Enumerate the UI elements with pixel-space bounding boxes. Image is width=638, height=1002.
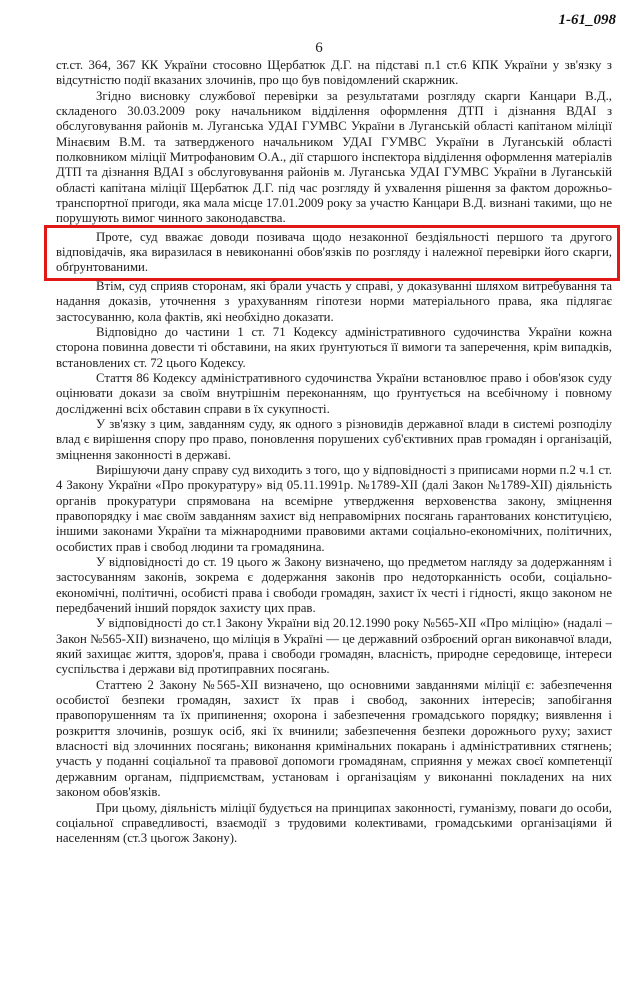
page-number: 6 (315, 40, 323, 56)
paragraph-9: У відповідності до ст. 19 цього ж Закону визначено, що предметом нагляду за додержанням і застосуванням законів, зокрема є додержання законів про недоторканність особи, соціально-економічні, політичні, особисті права і свободи громадян, захист їх честі і гідності, якщо законом не передбачений інший порядок захисту цих прав. (56, 555, 612, 616)
paragraph-5: Відповідно до частини 1 ст. 71 Кодексу адміністративного судочинства України кожна сторона повинна довести ті обставини, на яких ґрунтуються її вимоги та заперечення, крім випадків, встановлених ст. 72 цього Кодексу. (56, 324, 612, 370)
paragraph-4: Втім, суд сприяв сторонам, які брали участь у справі, у доказуванні шляхом витребування та надання доказів, уточнення з урахуванням гіпотези норми матеріального права, яка підлягає застосуванню, кола фактів, які необхідно доказати. (56, 278, 612, 324)
paragraph-3-highlighted: Проте, суд вважає доводи позивача щодо незаконної бездіяльності першого та другого відповідачів, яка виразилася в невиконанні обов'язків по розгляду і належної перевірки його скарги, обґрунтованими. (56, 229, 612, 275)
highlight-box (44, 225, 620, 281)
document-id-stamp: 1-61_098 (558, 12, 616, 28)
paragraph-8: Вирішуючи дану справу суд виходить з того, що у відповідності з приписами норми п.2 ч.1 ст. 4 Закону України «Про прокуратуру» від 05.11.1991р. №1789-XII (далі Закон №1789-XII) діяльність органів прокуратури спрямована на всемірне утвердження верховенства закону, зміцнення правопорядку і має своїм завданням захист від неправомірних посягань гарантованих конституцією, іншими законами України та міжнародними правовими актами соціально-економічних, політичних, особистих прав і свобод людини та громадянина. (56, 462, 612, 554)
paragraph-12: При цьому, діяльність міліції будується на принципах законності, гуманізму, поваги до особи, соціальної справедливості, взаємодії з трудовими колективами, громадськими організаціями й населенням (ст.3 цьогож Закону). (56, 800, 612, 846)
document-body (56, 58, 612, 847)
paragraph-1: ст.ст. 364, 367 КК України стосовно Щербатюк Д.Г. на підставі п.1 ст.6 КПК України у зв'язку з відсутністю події вказаних злочинів, про що був повідомлений скаржник. (56, 58, 612, 88)
paragraph-10: У відповідності до ст.1 Закону України від 20.12.1990 року №565-XII «Про міліцію» (надалі – Закон №565-XII) визначено, що міліція в Україні — це державний озброєний орган виконавчої влади, який захищає життя, здоров'я, права і свободи громадян, власність, природне середовище, інтереси суспільства і держави від протиправних посягань. (56, 616, 612, 677)
paragraph-11: Статтею 2 Закону №565-XII визначено, що основними завданнями міліції є: забезпечення особистої безпеки громадян, захист їх прав і свобод, законних інтересів; запобігання правопорушенням та їх припинення; охорона і забезпечення громадського порядку; виявлення і розкриття злочинів, розшук осіб, які їх вчинили; забезпечення безпеки дорожнього руху; захист власності від злочинних посягань; виконання кримінальних покарань і адміністративних стягнень; участь у поданні соціальної та правової допомоги громадянам, сприяння у межах своєї компетенції державним органам, підприємствам, установам і організаціям у виконанні покладених на них законом обов'язків. (56, 677, 612, 800)
paragraph-2: Згідно висновку службової перевірки за результатами розгляду скарги Канцари В.Д., складеного 30.03.2009 року начальником відділення оформлення ДТП і дізнання ВДАІ з обслуговування районів м. Луганська УДАІ ГУМВС України в Луганській області капітаном міліції Мінаєвим В.М. та затвердженого начальником УДАІ ГУМВС України в Луганській області полковником міліції Митрофановим О.А., дії старшого інспектора відділення оформлення матеріалів ДТП та дізнання ВДАІ з обслуговування районів м. Луганська УДАІ ГУМВС України в Луганській області капітана міліції Щербатюк Д.Г. під час розгляду й ухвалення рішення за фактом дорожньо-транспортної пригоди, яка мала місце 17.01.2009 року за участю Канцари В.Д. визнані такими, що не порушують вимог чинного законодавства. (56, 88, 612, 226)
paragraph-7: У зв'язку з цим, завданням суду, як одного з різновидів державної влади в системі розподілу влад є вирішення спору про право, поновлення порушених суб'єктивних прав громадян і організацій, зміцнення законності в державі. (56, 416, 612, 462)
paragraph-6: Стаття 86 Кодексу адміністративного судочинства України встановлює право і обов'язок суду оцінювати докази за своїм внутрішнім переконанням, що ґрунтується на всебічному і повному дослідженні всіх обставин справи в їх сукупності. (56, 370, 612, 416)
